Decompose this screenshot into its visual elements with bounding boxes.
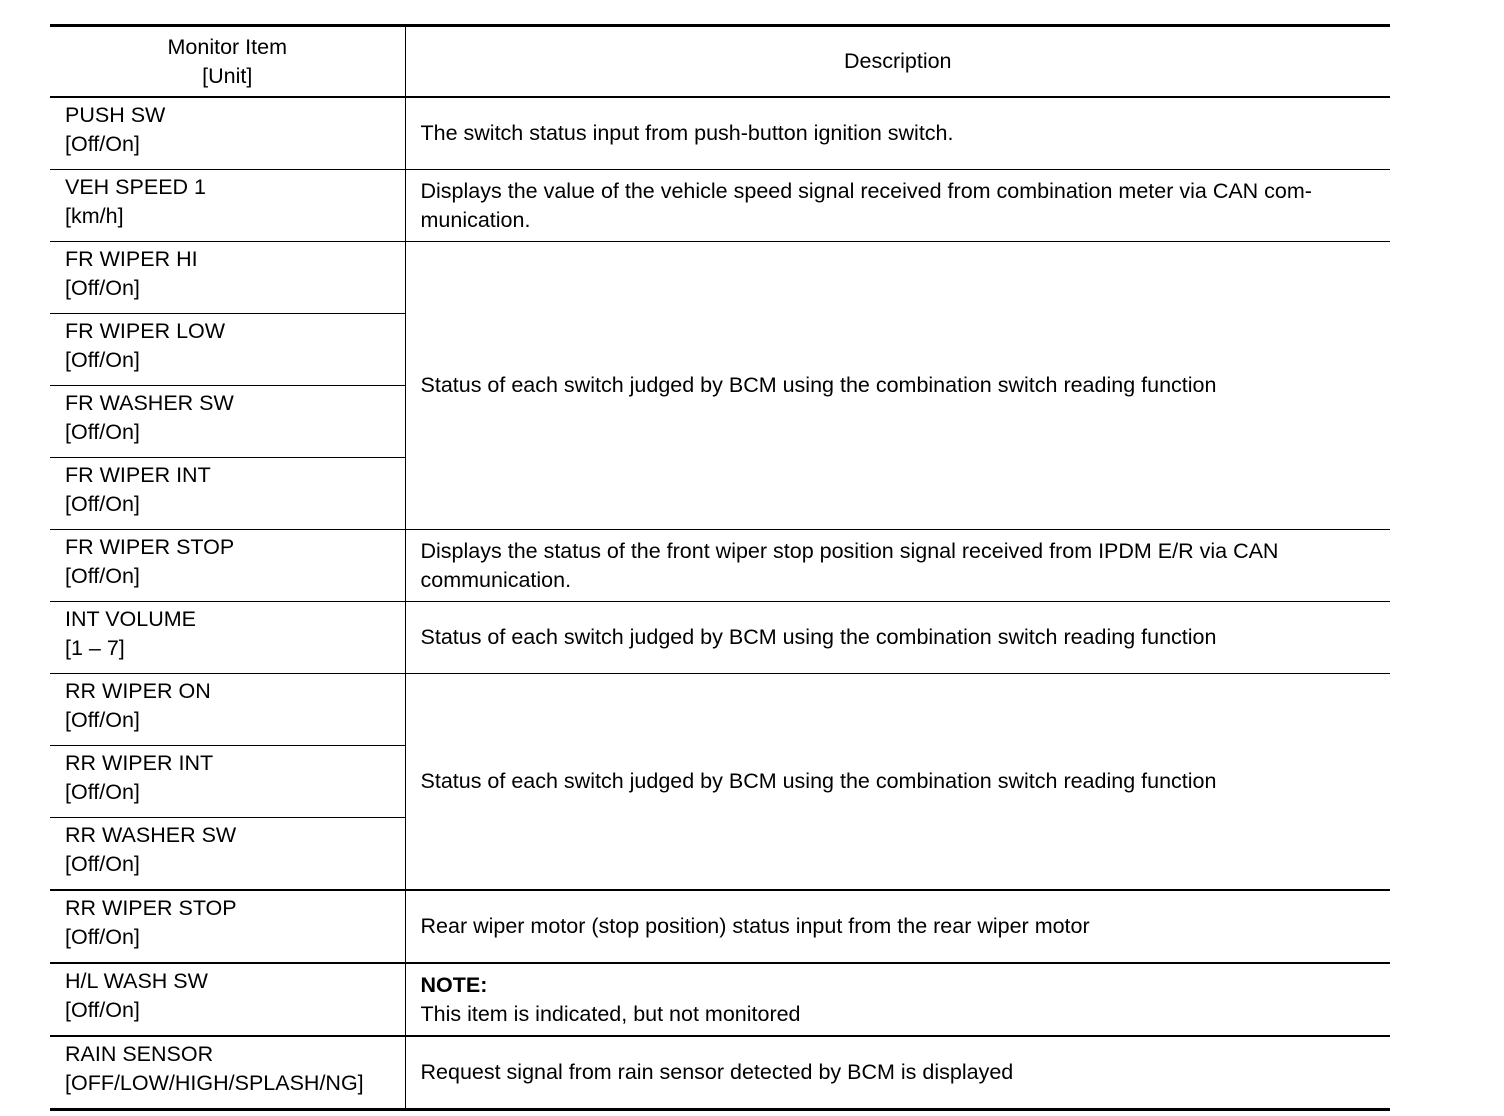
description-cell: Displays the value of the vehicle speed signal received from combination meter via CAN com-munication. — [405, 170, 1390, 242]
monitor-item-unit: [Off/On] — [65, 132, 140, 156]
monitor-item-cell — [50, 97, 405, 170]
table-row — [50, 890, 1390, 963]
monitor-item-name: FR WIPER INT — [65, 463, 211, 487]
monitor-item-name: VEH SPEED 1 — [65, 175, 206, 199]
monitor-item-unit: [Off/On] — [65, 852, 140, 876]
monitor-item-name: FR WIPER LOW — [65, 319, 226, 343]
note-label: NOTE: — [420, 972, 488, 997]
monitor-item-unit: [Off/On] — [65, 276, 140, 300]
monitor-item-cell — [50, 242, 405, 314]
description-cell: Status of each switch judged by BCM using the combination switch reading function — [405, 242, 1390, 530]
monitor-item-header-label: Monitor Item — [167, 34, 287, 59]
monitor-item-cell — [50, 746, 405, 818]
monitor-item-name: FR WIPER STOP — [65, 535, 235, 559]
monitor-item-name: RR WIPER ON — [65, 679, 211, 703]
description-cell: Rear wiper motor (stop position) status input from the rear wiper motor — [405, 890, 1390, 963]
monitor-item-cell — [50, 602, 405, 674]
monitor-item-name: RR WIPER STOP — [65, 896, 237, 920]
table-row — [50, 602, 1390, 674]
monitor-item-unit: [km/h] — [65, 204, 124, 228]
monitor-item-name: H/L WASH SW — [65, 969, 208, 993]
monitor-item-unit: [Off/On] — [65, 348, 140, 372]
monitor-item-cell — [50, 818, 405, 891]
monitor-item-name: RAIN SENSOR — [65, 1042, 214, 1066]
monitor-item-unit: [Off/On] — [65, 925, 140, 949]
monitor-item-unit: [1 – 7] — [65, 636, 125, 660]
monitor-item-cell — [50, 530, 405, 602]
monitor-item-unit: [Off/On] — [65, 564, 140, 588]
monitor-item-table — [50, 24, 1390, 1111]
description-header: Description — [405, 26, 1390, 98]
monitor-item-unit: [Off/On] — [65, 492, 140, 516]
table-row — [50, 963, 1390, 1036]
table-row — [50, 170, 1390, 242]
description-cell: The switch status input from push-button ignition switch. — [405, 97, 1390, 170]
monitor-item-cell — [50, 963, 405, 1036]
table-row — [50, 1036, 1390, 1110]
monitor-item-name: FR WIPER HI — [65, 247, 198, 271]
description-cell: Request signal from rain sensor detected by BCM is displayed — [405, 1036, 1390, 1110]
monitor-item-header — [50, 26, 405, 98]
table-row — [50, 242, 1390, 314]
table-header-row — [50, 26, 1390, 98]
table-row — [50, 530, 1390, 602]
monitor-item-cell — [50, 890, 405, 963]
table-row — [50, 97, 1390, 170]
description-cell — [405, 963, 1390, 1036]
monitor-item-name: INT VOLUME — [65, 607, 197, 631]
description-cell: Status of each switch judged by BCM using the combination switch reading function — [405, 602, 1390, 674]
monitor-item-cell — [50, 674, 405, 746]
table-row — [50, 674, 1390, 746]
description-cell: Status of each switch judged by BCM using the combination switch reading function — [405, 674, 1390, 891]
monitor-item-unit: [Off/On] — [65, 780, 140, 804]
monitor-item-cell — [50, 1036, 405, 1110]
monitor-item-name: RR WIPER INT — [65, 751, 214, 775]
monitor-item-name: FR WASHER SW — [65, 391, 234, 415]
description-cell: Displays the status of the front wiper stop position signal received from IPDM E/R via CAN communication. — [405, 530, 1390, 602]
monitor-item-cell — [50, 170, 405, 242]
monitor-item-unit: [Off/On] — [65, 708, 140, 732]
monitor-item-cell — [50, 458, 405, 530]
monitor-item-cell — [50, 386, 405, 458]
monitor-item-unit: [Off/On] — [65, 420, 140, 444]
unit-header-label: [Unit] — [202, 63, 253, 88]
note-text: This item is indicated, but not monitored — [420, 1001, 801, 1026]
monitor-item-cell — [50, 314, 405, 386]
monitor-item-unit: [Off/On] — [65, 998, 140, 1022]
monitor-item-name: RR WASHER SW — [65, 823, 237, 847]
monitor-item-name: PUSH SW — [65, 103, 166, 127]
monitor-item-unit: [OFF/LOW/HIGH/SPLASH/NG] — [65, 1071, 364, 1095]
